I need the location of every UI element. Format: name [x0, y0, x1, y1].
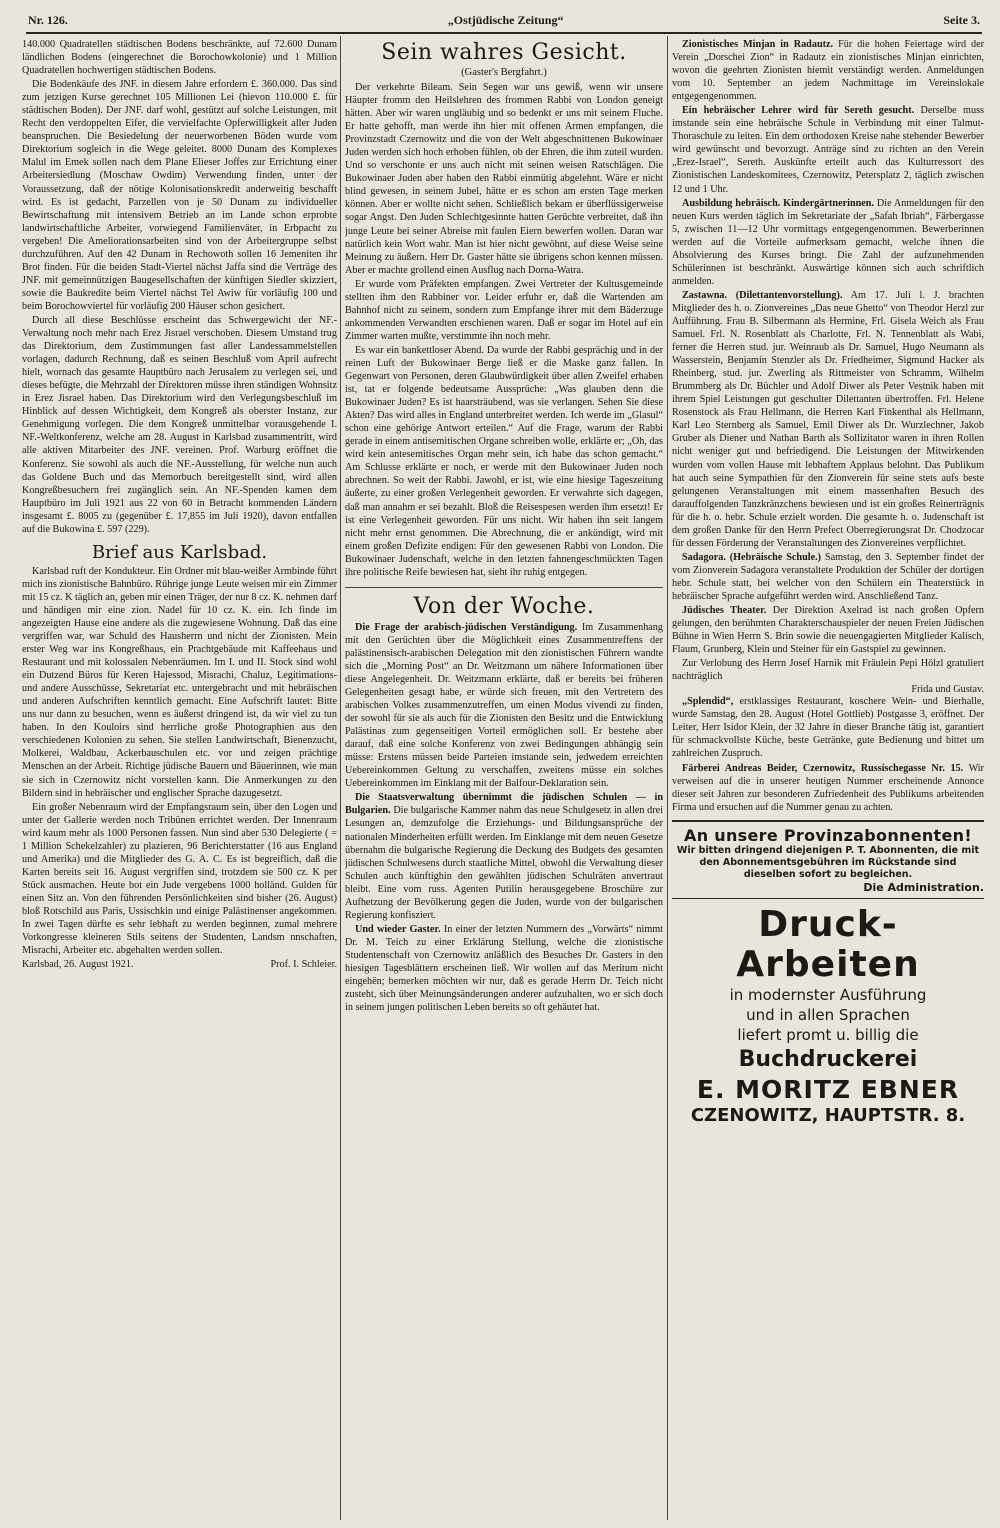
- notice-item: [672, 197, 984, 288]
- notice-lead: Jüdisches Theater.: [682, 605, 767, 617]
- article-paragraph: Der verkehrte Bileam. Sein Segen war uns gewiß, wenn wir unsere Häupter fromm den Heilslehren des frommen Rabbi von London geneigt hätten. Aber wir waren ungläubig und so bedenkt er uns mit seinem Fluche. Er hatte gehofft, man werde ihn hier mit offenen Armen empfangen, die Provinzstadt Czernowitz und die von der Welt abgeschnittenen Bukowinaer Juden werden sich hoch erhoben fühlen, ob der Ehren, die ihm zuteil wurden. Und so verschonte er uns auch nicht mit seinen weisen Ratschlägen. Die Bukowinaer Juden aber haben den Rabbi einmütig abgelehnt. Wäre er nicht blind gewesen, in seinem Jubel, hätte er es schon am ersten Tage merken können. Aber er wollte nicht sehen. Schließlich bekam er überflüssigerweise sogar Angst. Den Juden Schlechtgesinnte hatten Gerüchte verbreitet, daß ihn junge Leute bei seiner Abreise mit faulen Eiern bewerfen wollen. Daran war natürlich kein Wort wahr. Man ist hier nicht gewöhnt, auf diese Weise seine Meinung zu äußern. Herr Dr. Gaster hätte sie übrigens schon kennen müssen. Aber er machte grollend einen Ausflug nach Dorna-Watra.: [345, 82, 663, 276]
- signature-place-date: Karlsbad, 26. August 1921.: [22, 959, 134, 971]
- advertisement-printing: [672, 898, 984, 1127]
- notice-item: [672, 604, 984, 656]
- article-paragraph: Die Bodenkäufe des JNF. in diesem Jahre erfordern £. 360.000. Das sind zum jetzigen Kurse gerechnet 105 Millionen Lei (hievon 110.000 £. für städtischen Boden). Der JNF. darf wohl, gestützt auf solche Leistungen, mit Recht den verdoppelten Eifer, die vervielfachte Opferwilligkeit aller Juden beanspruchen. Die Besiedelung der neuerworbenen Böden wurde vom Direktorium sogleich in die Wege geleitet. 8000 Dunam des Komplexes Malul im Emek sollen nach dem Plane Elieser Joffes zur Errichtung einer Arbeitersiedlung (Moschaw Owdim) Verwendung finden, unter der Voraussetzung, daß der nötige Kolonisationskredit anderweitig beschafft wird. Es ist gedacht, Parzellen von je 50 Dunam zu individueller Bewirtschaftung mit intensivem Betrieb an im Lande schon erprobte landwirtschaftliche Arbeiter, vorwiegend Familienväter, in Erbpacht zu vergeben! Die Ameliorationsarbeiten sind von der Arbeitergruppe selbst durchzuführen. Auf den 42 Dunam in Rechowoth sollen 16 Jemeniten ihr Brot finden. Für die beiden Stadt-Viertel nächst Jaffa sind die Verträge des JNF. mit gemeinnützigen Baugesellschaften der künftigen Siedler skizziert, sowie die Baukredite beim Viertel nächst Tel Awiw für vorläufig 100 und beim Borochowviertel für vorläufig 200 Häuser schon gesichert.: [22, 79, 337, 312]
- column-1: [22, 38, 337, 1520]
- notice-text: Derselbe muss imstande sein eine hebräische Schule in Verbindung mit einer Talmut-Thoraschule zu leiten. Ein dem orthodoxen Kreise nahe stehender Bewerber wird gewünscht und bevorzugt. Anträge sind zu richten an den Verein „Erez-Israel“, Sereth. Auskünfte erteilt auch das Kulturressort des Zionistischen Landeskomitees, Czernowitz, Petersplatz 2, täglich zwischen 12 und 1 Uhr.: [672, 105, 984, 195]
- ad-line: in modernster Ausführung: [729, 985, 927, 1004]
- column-3: [672, 38, 984, 1520]
- notice-signature: Frida und Gustav.: [911, 684, 984, 696]
- ad-address: CZENOWITZ, HAUPTSTR. 8.: [690, 1104, 966, 1126]
- headline-sein-wahres-gesicht: Sein wahres Gesicht.: [381, 40, 627, 65]
- notice-text: Für die hohen Feiertage wird der Verein „Dorschei Zion“ in Radautz ein zionistisches Minjan einrichten, wovon die geehrten Zionisten hiemit verständigt werden. Anmeldungen vom 10. September an jedem Nachmittage im Vereinslokale entgegengenommen.: [672, 39, 984, 103]
- article-paragraph: Durch all diese Beschlüsse erscheint das Schwergewicht der NF.-Verwaltung noch mehr nach Erez Jisrael verschoben. Diesem Umstand trug das Direktorium, dem Zustimmungen fast aller Landessammelstellen vorlagen, dadurch Rechnung, daß es seinen Beschluß vom April aufrecht hielt, wornach das gesamte Hauptbüro nach Jerusalem zu verlegen sei, und dieses befügte, die Mehrzahl der Direktoren müsse ihren ständigen Wohnsitz in Erez Jisrael haben. Das Direktorium wird den Verlegungsbeschluß im Hinblick auf dessen Wichtigkeit, dem Kongreß als oberster Instanz, zur Genehmigung vorlegen. Die dem Kongreß unmittelbar vorausgehende I. NF.-Weltkonferenz, welche am 28. August in Karlsbad zusammentritt, wird alle aktiven Mitarbeiter des JNF. vereinen. Prof. Warburg eröffnet die Konferenz. Sie sowohl als auch die NF.-Ausstellung, für welche nun auch das Goldene Buch und das Memorbuch bereitgestellt sind, wird allen Kongreßbesuchern frei zugänglich sein. An NF.-Spenden kamen dem Hauptbüro im Juli 1921 aus 22 von 60 in Betracht kommenden Ländern insgesamt £. 8005 zu (gegenüber £. 17,855 im Juli 1920), davon entfallen auf die Bukowina £. 597 (229).: [22, 314, 337, 535]
- notice-text: erstklassiges Restaurant, koschere Wein- und Bierhalle, wurde Samstag, den 28. August (Hotel Gottlieb) Postgasse 3, eröffnet. Der Leiter, Herr Isidor Klein, der 32 Jahre in dieser Branche tätig ist, garantiert für schmackvollste Küche, beste Getränke, gute Bedienung und bittet um zahlreichen Zuspruch.: [672, 696, 984, 760]
- news-item-text: In einer der letzten Nummern des „Vorwärts“ nimmt Dr. M. Teich zu einer Erklärung Stellung, welche die zionistische Studentenschaft von Czernowitz anläßlich des Besuches Dr. Gasters in den hiesigen Tagesblättern erscheinen ließ. Wir wollen auf das Meritum nicht eingehën; bemerken möchten wir nur, daß es gerade Herrn Dr. Teich nicht zusteht, sich über Meinungsänderungen anderer aufzuhalten, wo er sich doch in seinem jungen politischen Leben bereits so oft gehäutet hat.: [345, 923, 663, 1014]
- column-2: [345, 38, 663, 1520]
- notice-lead: Sadagora. (Hebräische Schule.): [682, 551, 822, 563]
- notice-item: Zur Verlobung des Herrn Josef Harnik mit Fräulein Pepi Hölzl gratuliert nachträglich: [672, 658, 984, 683]
- notice-item: [672, 289, 984, 550]
- issue-number: Nr. 126.: [28, 12, 68, 27]
- notice-item: [672, 38, 984, 103]
- headline-von-der-woche: Von der Woche.: [345, 587, 663, 619]
- notice-item: [672, 762, 984, 814]
- ad-title: An unsere Provinzabonnenten!: [684, 825, 972, 845]
- article-paragraph: Er wurde vom Präfekten empfangen. Zwei Vertreter der Kultusgemeinde stellten ihm den Rabbiner vor. Leider erfuhr er, daß die Wartenden am Bahnhof nicht zu seinem, sondern zum Empfange ihrer mit dem Bäderzuge ankommenden Verwandten erschienen waren. Daß er sogar im Hotel auf ein Zimmer warten mußte, verstimmte ihn noch mehr.: [345, 278, 663, 342]
- news-item: [345, 923, 663, 1014]
- signature-author: Prof. I. Schleier.: [270, 959, 337, 971]
- notice-text: Wir verweisen auf die in unserer heutigen Nummer erscheinende Annonce dieser seit Jahren zur besonderen Zufriedenheit des Publikums arbeitenden Firma und ersuchen auf die Nummer genau zu achten.: [672, 762, 984, 813]
- article-paragraph: Es war ein bankettloser Abend. Da wurde der Rabbi gesprächig und in der reinen Luft der Bukowinaer Berge ließ er die Maske ganz fallen. In Gegenwart von Personen, deren Glaubwürdigkeit über allen Zweifel erhaben ist, tat er folgende bedeutsame Aussprüche: „Was glauben denn die Bukowinaer Juden? Es ist haarsträubend, was sie verlangen. Sehen Sie diese Akten? Das wird alles in England unterbreitet werden. Ich werde im „Glasul“ schon eine gehörige Antwort erteilen.“ Auf die Frage, warum der Rabbi gerade in einem antisemitischen Organe schreiben wolle, erklärte er; „Oh, das wird kein antesemitisches Organ mehr sein, ich habe das schon gemacht.“ Am Schlusse erklärte er noch, er werde mit den Bukowinaer Juden noch abrechnen. So weit der Rabbi. Jawohl, er ist, wie eine hiesige Tageszeitung äußerte, zu einer großen Verlegenheit geworden. Er verwahrte sich dagegen, daß man annahm er sei bezahlt. Bloß die Reisespesen werden ihm ersetzt! Er ist eine Verlegenheit geworden. Für uns nicht. Wir haben ihn seit langem nicht mehr ernst genommen. Die Abrechnung, die er ankündigt, wird mit einem großen Defizite endigen: Für den gewesenen Rabbi von London. Die Bukowinaer Judenschaft, welche in den letzten fahnengeschmückten Tagen ihre politische Reife bewiesen hat, sieht ihr ruhig entgegen.: [345, 344, 663, 578]
- notice-lead: Zionistisches Minjan in Radautz.: [682, 39, 834, 50]
- page-number: Seite 3.: [943, 12, 980, 27]
- notice-text: Der Direktion Axelrad ist nach großen Opfern gelungen, den berühmten Charakterschauspieler der neuen Freien Jüdischen Bühne in Wien Herrn S. Brin sowie die neuengagierten Mitglieder Kalisch, Flaum, Grunberg, Klein und Steiner für ein Gastspiel zu gewinnen.: [672, 605, 984, 656]
- notice-text: Am 17. Juli l. J. brachten Mitglieder des h. o. Zionvereines „Das neue Ghetto“ von Theodor Herzl zur Aufführung. Frau B. Silbermann als Hermine, Frl. Gisela Weich als Frau Samuel. Frl. N. Rosenblatt als Charlotte, Frl. N. Tennenblatt als Wabi, ferner die Herren stud. jur. Weinraub als Dr. Samuel, Hugo Neumann als Wasserstein, Benjamin Stenzler als Dr. Friedheimer, Sigmund Hacker als Rheinberg, stud. jur. Zwerling als Rittmeister von Schramm, Wilhelm Brummberg als Dr. Büchler und Adolf Diwer als Peter Vestnik haben mit ihrem Spiel Leistungen gut geschulter Dilettanten übertroffen. Frl. Helene Rosenstock als Frau Hellmann, die Herren Karl Finkenthal als Hellmann, Karl Leo Sternberg als Samuel, Emil Diwer als Dr. Wurzlechner, Jakob Gruber als Diener und Nathan Barth als Sollizitator waren in ihren Rollen nicht weniger gut und befriedigend. Die Leistungen der Mitwirkenden wurden vom vollen Hause mit lebhaftem Applaus belohnt. Das Publikum hat auch seine Sympathien für den Zionverein für seine stets aufs beste gelungenen Veranstaltungen mit einem massenhaften Besuch des darauffolgenden Tanzkränzchens bewiesen und ist ein großes Reinerträgnis für die h. o. hebr. Schule erzielt worden. Die gesamte h. o. Judenschaft ist dem großen Danke für den Herrn Prefect Oberregierungsrat Dr. Chodzocar für dessen Förderung der Veranstaltungen des Zionvereines verpflichtet.: [672, 289, 984, 549]
- ad-line: liefert promt u. billig die: [737, 1025, 919, 1044]
- news-item-text: Im Zusammenhang mit den Gerüchten über die Möglichkeit eines Zusammentreffens der palästinensisch-arabischen Delegation mit den zionistischen Führern wandte sich die „Morning Post“ an Dr. Weitzmann um nähere Informationen über diese Angelegenheit. Dr. Weitzmann erklärte, daß er bereits bei früheren Gelegenheiten gesagt habe, er würde sich freuen, mit den Vertretern des arabischen Volkes zusammenzutreffen, um einen Modus vivendi zu finden, der sowohl für sie als auch für die Zionisten den Besitz und die Entwicklung Palästinas zum gegenseitigen Vorteil ermöglichen soll. Er bestehe aber darauf, daß eine solche Konferenz von zwei Bedingungen abhängig sein müsse: Erstens müssen beide Parteien imstande sein, jedwedem erreichten Uebereinkommen Geltung zu verschaffen, zweitens müsse ein solches Uebereinkommen im Einklang mit der Balfour-Deklaration sein.: [345, 621, 663, 790]
- notice-lead: Ausbildung hebräisch. Kindergärtnerinnen.: [682, 197, 875, 209]
- notice-lead: Zastawna. (Dilettantenvorstellung).: [682, 289, 843, 301]
- newspaper-title: „Ostjüdische Zeitung“: [447, 12, 564, 27]
- ad-line: und in allen Sprachen: [746, 1005, 910, 1024]
- notice-lead: Ein hebräischer Lehrer wird für Sereth gesucht.: [682, 105, 915, 117]
- headline-brief-aus-karlsbad: Brief aus Karlsbad.: [91, 541, 268, 563]
- ad-company-name: E. MORITZ EBNER: [696, 1074, 960, 1104]
- news-item-lead: Und wieder Gaster.: [355, 923, 441, 935]
- news-item: [345, 621, 663, 791]
- column-divider: [667, 36, 668, 1520]
- notice-text: Die Anmeldungen für den neuen Kurs werden täglich im Sekretariate der „Safah Ibriah“, Färbergasse 5, zwischen 11—12 Uhr vormittags entgegengenommen. Bewerberinnen werden auf die Vorteile aufmerksam gemacht, welche ihnen die Absolvierung des Kurses bringt. Die Zahl der aufzunehmenden Schülerinnen ist beschränkt. Auswärtige können sich auch schriftlich anmelden.: [672, 197, 984, 287]
- article-paragraph: 140.000 Quadratellen städtischen Bodens beschränkte, auf 72.600 Dunam ländlichen Bodens (eingerechnet die Borochowkolonie) und 1 Million Quadratellen hochwertigen städtischen Bodens.: [22, 39, 337, 77]
- article-paragraph: Ein großer Nebenraum wird der Empfangsraum sein, über den Logen und unter der Gallerie werden noch Tribünen errichtet werden. Der Innenraum wird kaum mehr als 1000 Personen fassen. Nun sind aber 530 Delegierte ( = 1 Million Schekelzahler) zu plazieren, 96 Berichterstatter (16 aus England und Amerika) und die Mitglieder des G. A. C. Es ist begreiflich, daß die Karten bereits seit 16. August vergriffen sind, trotzdem sie 500 cz. K per Stück ausmachen. Heute bot ein Jude vergebens 1000 holländ. Gulden für einen Sitz an. Von den führenden Persönlichkeiten sind bisher (26. August) bloß Rotschild aus Paris, Ussischkin und einige Palästinenser angekommen. In zwei Tagen dürfte es sehr lebhaft zu werden beginnen, zumal mehrere Vorkongresse kleineren Stils seitens der Studenten, Landsm nnschaften, Misrachi, Arbeiter etc. abgehalten werden sollen.: [22, 801, 337, 957]
- notice-item: [672, 695, 984, 760]
- ad-line: Buchdruckerei: [738, 1046, 918, 1072]
- ad-headline: Druck-Arbeiten: [736, 903, 920, 985]
- notice-lead: Färberei Andreas Beider, Czernowitz, Russischegasse Nr. 15.: [682, 762, 964, 774]
- page-header: [28, 8, 980, 32]
- column-divider: [340, 36, 341, 1520]
- article-paragraph: Karlsbad ruft der Kondukteur. Ein Ordner mit blau-weißer Armbinde führt mich ins zionistische Bahnbüro. Rührige junge Leute weisen mir ein Zimmer mit 15 cz. K täglich an, geben mir einen Träger, der nur 8 cz. K. nehmen darf und händigen mir eine zion. Nadel für 10 cz. K. ein. Ich finde im angezeigten Hause eine andere als die zugewiesene Wohnung. Daß das eine vergriffen war, war Schuld des Hausherrn und nicht der Zionisten. Mein erster Weg war ins Kongreßhaus, ein Prachtgebäude mit Kaffeehaus und Restaurant und mit kolossalen Nebenräumen. Im I. und II. Stock sind wohl ein Dutzend Büros für Keren Hajessod, Misrachi, Chaluz, Legitimations- und andere Ausschüsse, Sekretariat etc. untergebracht und mit hebräischen und anderen Aufschriften kenntlich gemacht. Eine Aufschrift lautet: Bitte uns nur dann zu besuchen, wenn es äußerst dringend ist, da wir viel zu tun haben. In den Kouloirs sind herrliche große Photographien aus den verschiedenen Kolonien zu sehen. Sie stellen Landwirtschaft, Bienenzucht, Molkerei, Waldbau, Ackerbauschulen etc. vor und zeigen prächtige Menschen an der Arbeit. Richtige jüdische Bauern und Bäuerinnen, wie man sie sich in Czernowitz nicht vorstellen kann. Die Anmerkungen zu den Bildern sind in hebräischer und englischer Sprache dazugesetzt.: [22, 565, 337, 799]
- subheadline: (Gaster's Bergfahrt.): [461, 67, 547, 78]
- news-item-lead: Die Frage der arabisch-jüdischen Verständigung.: [355, 621, 578, 633]
- notice-item: [672, 104, 984, 195]
- article-signature: [22, 959, 337, 970]
- news-item-text: Die bulgarische Kammer nahm das neue Schulgesetz in allen drei Lesungen an, demzufolge die Erziehungs- und Bildungsansprüche der nationalen Minderheiten erfüllt werden. Im Einklange mit dem neuen Gesetze übernahm die bulgarische Regierung die Deckung des Budgets des gesamten jüdischen Schulwesens durch staatliche Mittel, obwohl die Verwaltung dieser Schulen auch künftighin den gewählten jüdischen Schulräten anvertraut bleibt. Eine vom russ. Agenten Putilin herausgegebene Broschüre zur Aufhetzung der Bevölkerung gegen die Juden, wurde von der bulgarischen Regierung konfisziert.: [345, 805, 663, 921]
- notice-lead: „Splendid“,: [682, 696, 734, 708]
- ad-signature: Die Administration.: [863, 880, 984, 894]
- header-rule: [26, 32, 982, 34]
- ad-text: Wir bitten dringend diejenigen P. T. Abonnenten, die mit den Abonnementsgebühren im Rückstande sind dieselben sofort zu begleichen.: [676, 844, 980, 880]
- notice-text: Samstag, den 3. September findet der vom Zionverein Sadagora veranstaltete Produktion der Schüler der dortigen hebr. Schule statt, bei welcher von den Schülern ein Theaterstück in hebräischer Sprache aufgeführt werden wird. Anschließend Tanz.: [672, 551, 984, 602]
- advertisement-subscribers: [672, 820, 984, 894]
- news-item-lead: Die Staatsverwaltung übernimmt die jüdischen Schulen — in Bulgarien.: [345, 792, 663, 817]
- notice-item: [672, 551, 984, 603]
- news-item: [345, 791, 663, 921]
